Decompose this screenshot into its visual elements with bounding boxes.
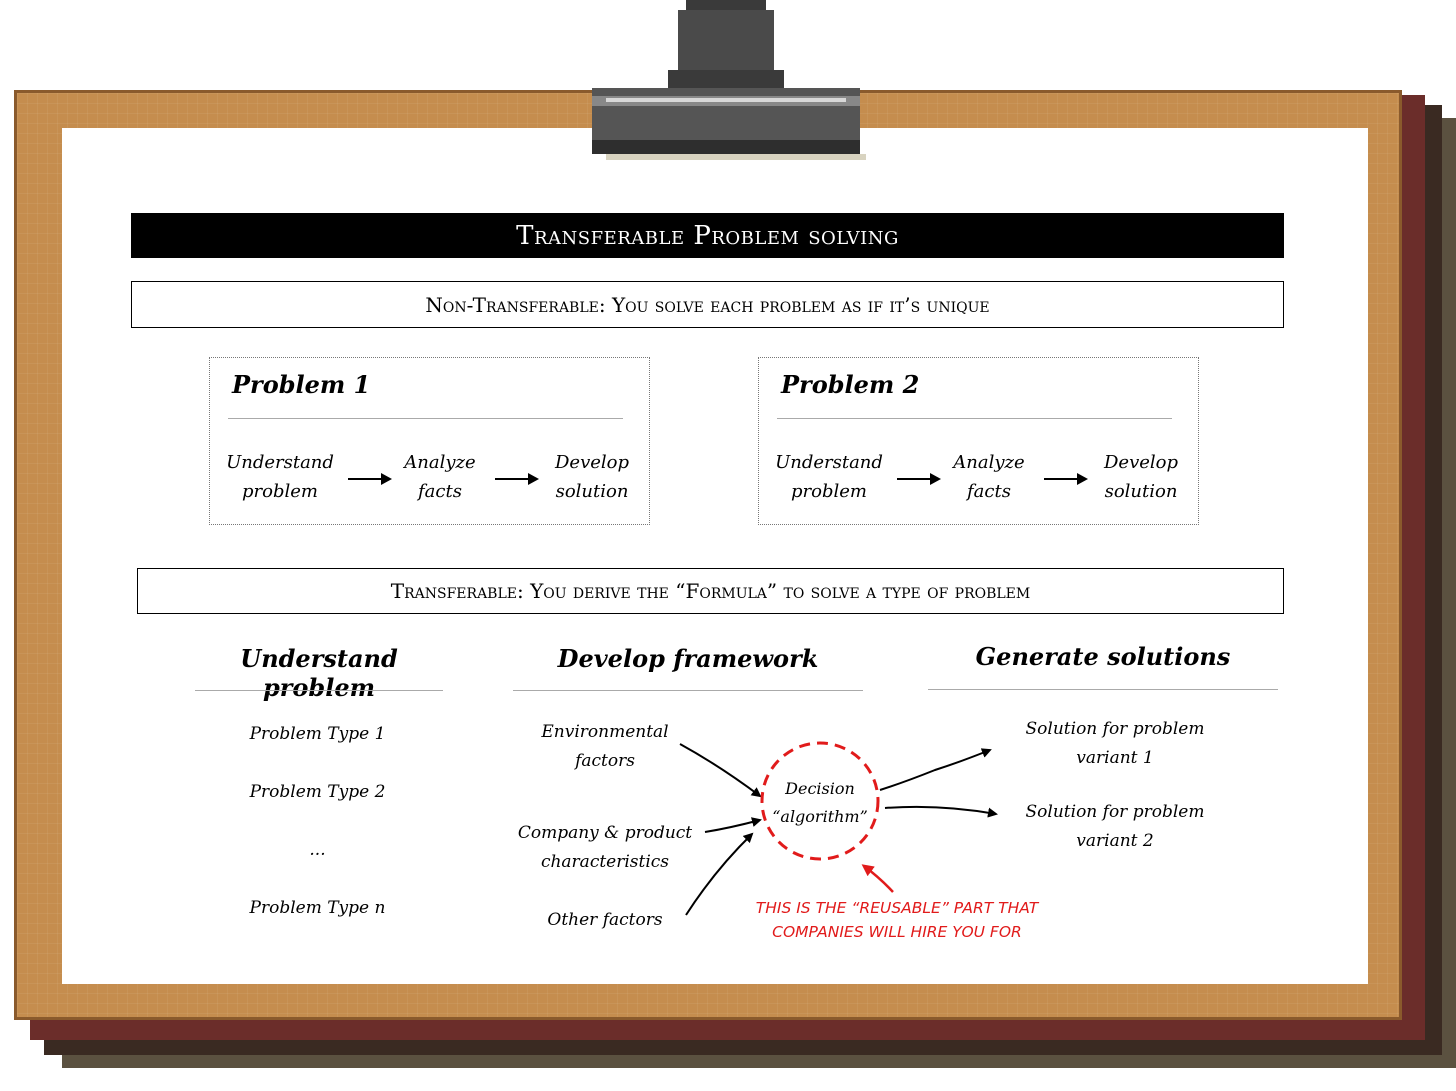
framework-input: Environmental factors: [541, 722, 669, 771]
problem-title: Problem 1: [232, 370, 371, 399]
framework-input: Company & product characteristics: [517, 823, 693, 872]
solution-item: Solution for problem variant 1: [1025, 719, 1205, 768]
page-title: Transferable Problem solving: [131, 213, 1284, 258]
column-heading-framework: Develop framework: [557, 644, 819, 673]
problem-type-item: Problem Type 2: [249, 782, 386, 802]
non-transferable-header: Non-Transferable: You solve each problem as if it’s unique: [131, 281, 1284, 328]
step-understand: Understand problem: [775, 452, 883, 502]
step-develop: Develop solution: [1103, 452, 1179, 502]
framework-input: Other factors: [547, 910, 663, 930]
decision-algorithm-label: Decision: [785, 779, 855, 798]
column-heading-understand: Understand problem: [240, 644, 398, 702]
step-analyze: Analyze facts: [953, 452, 1025, 502]
transferable-header: Transferable: You derive the “Formula” to solve a type of problem: [137, 568, 1284, 614]
step-understand: Understand problem: [226, 452, 334, 502]
reusable-note: THIS IS THE “REUSABLE” PART THAT COMPANIES WILL HIRE YOU FOR: [755, 899, 1039, 941]
decision-algorithm-label: “algorithm”: [772, 807, 868, 826]
solution-item: Solution for problem variant 2: [1025, 802, 1205, 851]
problem-title: Problem 2: [781, 370, 920, 399]
column-heading-solutions: Generate solutions: [975, 642, 1231, 671]
step-analyze: Analyze facts: [404, 452, 476, 502]
problem-type-item: Problem Type 1: [249, 724, 386, 744]
problem-type-item: Problem Type n: [249, 898, 386, 918]
problem-type-item: ...: [309, 840, 326, 860]
step-develop: Develop solution: [554, 452, 630, 502]
